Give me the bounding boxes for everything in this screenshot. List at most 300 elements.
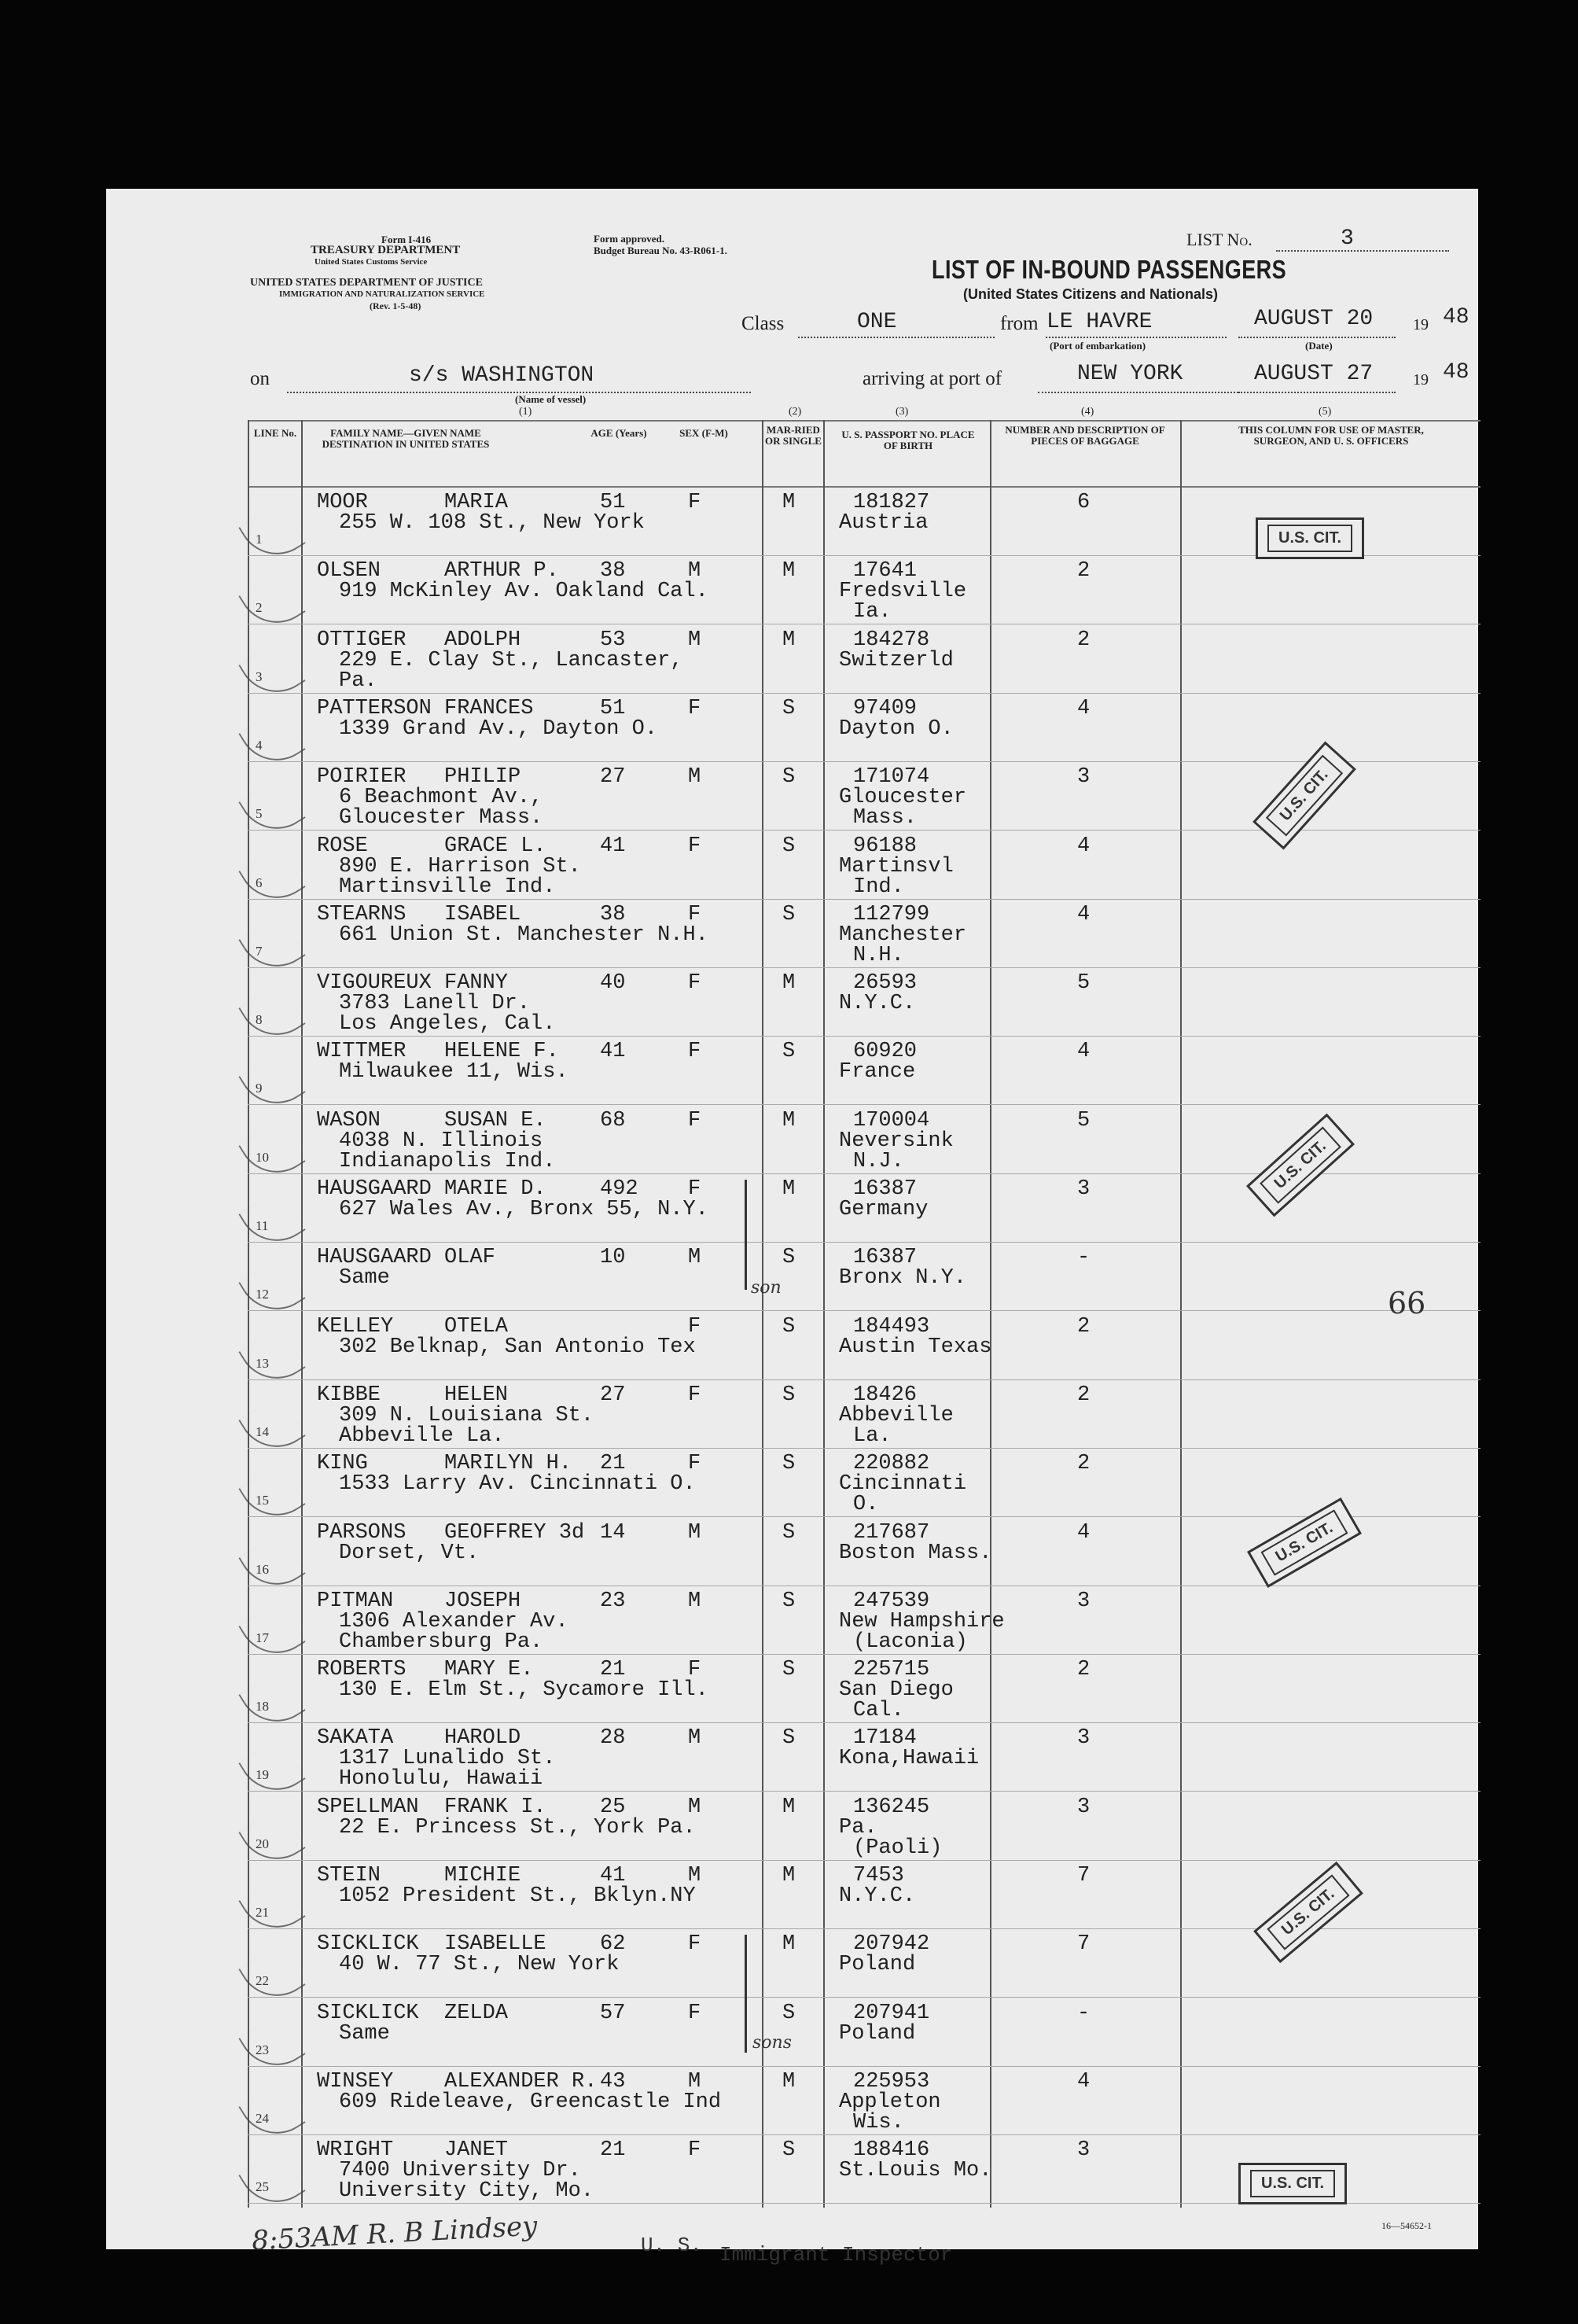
birthplace-line-1: St.Louis Mo. bbox=[839, 2159, 992, 2183]
sex: M bbox=[688, 1795, 701, 1819]
family-name: WRIGHT bbox=[317, 2138, 394, 2163]
passport-number: 247539 bbox=[853, 1589, 930, 1613]
birthplace-line-2: Mass. bbox=[853, 806, 918, 831]
age: 62 bbox=[600, 1932, 626, 1957]
column-number: (4) bbox=[1081, 406, 1094, 418]
address-line-1: 609 Rideleave, Greencastle Ind bbox=[339, 2090, 722, 2114]
address-line-1: Same bbox=[339, 2021, 390, 2046]
birthplace-line-1: Poland bbox=[839, 2021, 916, 2046]
sex: F bbox=[688, 1383, 701, 1407]
bracket-note-son: son bbox=[751, 1278, 782, 1298]
birthplace-line-1: Austria bbox=[839, 511, 929, 535]
passport-number: 96188 bbox=[853, 834, 918, 858]
form-code: 16—54652-1 bbox=[1381, 2220, 1432, 2231]
age: 51 bbox=[600, 491, 626, 514]
address-line-1: 919 McKinley Av. Oakland Cal. bbox=[339, 580, 708, 604]
given-name: SUSAN E. bbox=[444, 1108, 546, 1133]
age: 40 bbox=[600, 971, 626, 996]
sex: M bbox=[688, 2069, 701, 2094]
birthplace-line-2: (Laconia) bbox=[853, 1630, 968, 1654]
table-row bbox=[248, 1792, 1481, 1861]
age: 38 bbox=[600, 559, 626, 584]
arrival-port-underline bbox=[1038, 392, 1238, 393]
marital-status: S bbox=[782, 834, 796, 858]
age: 41 bbox=[600, 834, 626, 858]
birthplace-line-1: Manchester bbox=[839, 923, 967, 947]
arrival-year: 48 bbox=[1443, 360, 1469, 385]
birthplace-line-1: N.Y.C. bbox=[839, 992, 916, 1016]
age: 51 bbox=[600, 696, 626, 720]
marital-status: M bbox=[782, 628, 796, 652]
family-name: VIGOUREUX bbox=[317, 971, 432, 996]
table-row bbox=[248, 1655, 1481, 1723]
passport-number: 17641 bbox=[853, 559, 918, 584]
table-row bbox=[248, 1998, 1481, 2067]
passport-number: 225953 bbox=[853, 2069, 930, 2094]
marital-status: S bbox=[782, 1520, 796, 1545]
birthplace-line-2: N.H. bbox=[853, 943, 904, 967]
table-row bbox=[248, 1037, 1481, 1105]
marital-status: S bbox=[782, 2001, 796, 2025]
birthplace-line-1: Gloucester bbox=[839, 786, 967, 810]
treasury-department: TREASURY DEPARTMENT bbox=[311, 244, 461, 256]
line-number: 9 bbox=[256, 1081, 263, 1096]
line-number: 19 bbox=[256, 1767, 269, 1783]
marital-status: S bbox=[782, 902, 796, 926]
table-row bbox=[248, 1243, 1481, 1311]
birthplace-line-1: Dayton O. bbox=[839, 716, 954, 741]
baggage-count: 4 bbox=[1077, 1520, 1091, 1545]
sex: F bbox=[688, 902, 701, 926]
given-name: JANET bbox=[444, 2138, 509, 2163]
marital-status: M bbox=[782, 1108, 796, 1133]
sex: M bbox=[688, 1726, 701, 1751]
address-line-1: 4038 N. Illinois bbox=[339, 1129, 543, 1153]
birthplace-line-1: Boston Mass. bbox=[839, 1541, 992, 1565]
from-underline bbox=[1046, 337, 1227, 338]
given-name: HAROLD bbox=[444, 1726, 521, 1751]
sex: M bbox=[688, 765, 701, 790]
form-approved: Form approved. bbox=[594, 233, 665, 245]
given-name: GRACE L. bbox=[444, 834, 546, 858]
given-name: ISABEL bbox=[444, 902, 521, 926]
us-citizen-stamp: U.S. CIT. bbox=[1246, 1114, 1355, 1217]
line-number: 11 bbox=[256, 1218, 269, 1233]
list-number: 3 bbox=[1341, 227, 1354, 251]
passport-number: 16387 bbox=[853, 1177, 918, 1201]
baggage-count: - bbox=[1077, 2001, 1091, 2025]
age: 38 bbox=[600, 902, 626, 926]
family-name: STEARNS bbox=[317, 902, 406, 926]
age: 14 bbox=[600, 1520, 626, 1545]
age: 57 bbox=[600, 2001, 626, 2025]
address-line-2: Chambersburg Pa. bbox=[339, 1630, 543, 1654]
address-line-1: 255 W. 108 St., New York bbox=[339, 511, 645, 535]
address-line-1: 1317 Lunalido St. bbox=[339, 1747, 556, 1771]
passport-number: 97409 bbox=[853, 696, 918, 720]
line-number: 14 bbox=[256, 1423, 269, 1439]
line-number: 4 bbox=[256, 737, 263, 753]
address-line-1: 229 E. Clay St., Lancaster, bbox=[339, 648, 683, 672]
given-name: FRANCES bbox=[444, 696, 534, 720]
marital-status: S bbox=[782, 1452, 796, 1476]
address-line-1: 1533 Larry Av. Cincinnati O. bbox=[339, 1472, 696, 1497]
arriving-label: arriving at port of bbox=[863, 368, 1002, 389]
sex: F bbox=[688, 1177, 701, 1201]
given-name: MICHIE bbox=[444, 1864, 521, 1888]
sex: F bbox=[688, 834, 701, 858]
line-number: 12 bbox=[256, 1287, 269, 1302]
passport-number: 184278 bbox=[853, 628, 930, 652]
header-baggage: NUMBER AND DESCRIPTION OF PIECES OF BAGGAGE bbox=[1005, 424, 1165, 447]
age: 28 bbox=[600, 1726, 626, 1751]
age: 41 bbox=[600, 1864, 626, 1888]
age: 53 bbox=[600, 628, 626, 652]
birthplace-line-2: Ind. bbox=[853, 875, 904, 899]
port-of-embarkation: LE HAVRE bbox=[1046, 310, 1153, 334]
baggage-count: 2 bbox=[1077, 1383, 1091, 1407]
given-name: MARILYN H. bbox=[444, 1452, 572, 1476]
sex: F bbox=[688, 2001, 701, 2025]
header-officers: THIS COLUMN FOR USE OF MASTER, SURGEON, AND U. S. OFFICERS bbox=[1238, 424, 1424, 447]
passenger-manifest-sheet bbox=[106, 189, 1478, 2267]
baggage-count: 7 bbox=[1077, 1932, 1091, 1957]
baggage-count: 4 bbox=[1077, 902, 1091, 926]
vessel-caption: (Name of vessel) bbox=[515, 393, 587, 405]
table-row bbox=[248, 1449, 1481, 1517]
line-number: 3 bbox=[256, 668, 263, 684]
baggage-count: 3 bbox=[1077, 1589, 1091, 1613]
marital-status: M bbox=[782, 1932, 796, 1957]
inspector-title: Immigrant Inspector bbox=[719, 2243, 953, 2267]
age: 27 bbox=[600, 765, 626, 790]
customs-service: United States Customs Service bbox=[314, 257, 428, 267]
birthplace-line-1: Neversink bbox=[839, 1129, 954, 1153]
arrival-date: AUGUST 27 bbox=[1254, 362, 1374, 386]
header-married: MAR-RIED OR SINGLE bbox=[765, 424, 822, 447]
line-number: 1 bbox=[256, 532, 263, 547]
passport-number: 18426 bbox=[853, 1383, 918, 1407]
sex: F bbox=[688, 491, 701, 514]
age: 21 bbox=[600, 1658, 626, 1682]
age: 21 bbox=[600, 1452, 626, 1476]
given-name: HELENE F. bbox=[444, 1040, 559, 1064]
given-name: OTELA bbox=[444, 1314, 509, 1339]
given-name: GEOFFREY 3d bbox=[444, 1520, 585, 1545]
address-line-1: 130 E. Elm St., Sycamore Ill. bbox=[339, 1678, 708, 1703]
list-number-label: LIST No. bbox=[1186, 230, 1252, 249]
address-line-2: Indianapolis Ind. bbox=[339, 1149, 556, 1173]
birthplace-line-1: Abbeville bbox=[839, 1403, 954, 1427]
inspector-prefix: U. S. bbox=[641, 2234, 703, 2257]
date1-underline bbox=[1238, 337, 1396, 338]
marital-status: S bbox=[782, 1658, 796, 1682]
us-citizen-stamp: U.S. CIT. bbox=[1247, 1497, 1362, 1588]
line-number: 18 bbox=[256, 1699, 269, 1714]
family-name: PATTERSON bbox=[317, 696, 432, 720]
table-row bbox=[248, 625, 1481, 694]
birthplace-line-1: San Diego bbox=[839, 1678, 954, 1703]
given-name: ISABELLE bbox=[444, 1932, 546, 1957]
given-name: ADOLPH bbox=[444, 628, 521, 652]
marital-status: S bbox=[782, 1314, 796, 1339]
sex: M bbox=[688, 1589, 701, 1613]
family-name: STEIN bbox=[317, 1864, 381, 1888]
family-name: HAUSGAARD bbox=[317, 1177, 432, 1201]
passport-number: 220882 bbox=[853, 1452, 930, 1476]
family-name: WASON bbox=[317, 1108, 381, 1133]
vessel-name: s/s WASHINGTON bbox=[409, 363, 594, 388]
line-number: 13 bbox=[256, 1355, 269, 1371]
address-line-1: Dorset, Vt. bbox=[339, 1541, 480, 1565]
address-line-1: 1339 Grand Av., Dayton O. bbox=[339, 716, 658, 741]
year-prefix-1: 19 bbox=[1413, 316, 1429, 333]
marital-status: M bbox=[782, 2069, 796, 2094]
address-line-2: Gloucester Mass. bbox=[339, 806, 543, 831]
departure-date: AUGUST 20 bbox=[1254, 307, 1374, 331]
marital-status: S bbox=[782, 2138, 796, 2163]
age: 21 bbox=[600, 2138, 626, 2163]
address-line-1: 661 Union St. Manchester N.H. bbox=[339, 923, 708, 947]
baggage-count: 2 bbox=[1077, 1452, 1091, 1476]
sex: M bbox=[688, 628, 701, 652]
birthplace-line-2: N.J. bbox=[853, 1149, 904, 1173]
class-underline bbox=[798, 337, 995, 338]
birthplace-line-2: Wis. bbox=[853, 2110, 904, 2134]
address-line-2: Abbeville La. bbox=[339, 1423, 505, 1448]
birthplace-line-1: Austin Texas bbox=[839, 1335, 992, 1359]
marital-status: M bbox=[782, 971, 796, 996]
header-age: AGE (Years) bbox=[590, 427, 647, 439]
line-number: 5 bbox=[256, 806, 263, 822]
given-name: HELEN bbox=[444, 1383, 509, 1407]
passport-number: 217687 bbox=[853, 1520, 930, 1545]
given-name: FANNY bbox=[444, 971, 509, 996]
port-embark-caption: (Port of embarkation) bbox=[1050, 340, 1146, 352]
birthplace-line-1: Cincinnati bbox=[839, 1472, 967, 1497]
table-row bbox=[248, 1380, 1481, 1449]
sex: F bbox=[688, 1658, 701, 1682]
baggage-count: 3 bbox=[1077, 1177, 1091, 1201]
line-number: 7 bbox=[256, 943, 263, 959]
given-name: MARIE D. bbox=[444, 1177, 546, 1201]
line-number: 10 bbox=[256, 1149, 269, 1165]
birthplace-line-1: France bbox=[839, 1060, 916, 1085]
address-line-1: Same bbox=[339, 1266, 390, 1291]
family-name: ROSE bbox=[317, 834, 368, 858]
marital-status: M bbox=[782, 1864, 796, 1888]
age: 41 bbox=[600, 1040, 626, 1064]
line-number: 22 bbox=[256, 1973, 269, 1989]
birthplace-line-1: Bronx N.Y. bbox=[839, 1266, 967, 1291]
sex: F bbox=[688, 1932, 701, 1957]
sex: M bbox=[688, 559, 701, 584]
column-number: (1) bbox=[519, 406, 532, 418]
line-number: 24 bbox=[256, 2110, 269, 2126]
age: 68 bbox=[600, 1108, 626, 1133]
family-name: SPELLMAN bbox=[317, 1795, 419, 1819]
passport-number: 188416 bbox=[853, 2138, 930, 2163]
address-line-1: 302 Belknap, San Antonio Tex bbox=[339, 1335, 696, 1359]
revision-date: (Rev. 1-5-48) bbox=[370, 300, 421, 311]
budget-bureau: Budget Bureau No. 43-R061-1. bbox=[594, 245, 727, 256]
birthplace-line-2: O. bbox=[853, 1493, 879, 1517]
line-number: 23 bbox=[256, 2042, 269, 2057]
baggage-count: 4 bbox=[1077, 696, 1091, 720]
baggage-count: 2 bbox=[1077, 1314, 1091, 1339]
baggage-count: 3 bbox=[1077, 1795, 1091, 1819]
class-value: ONE bbox=[857, 310, 897, 334]
baggage-count: 7 bbox=[1077, 1864, 1091, 1888]
bracket-line bbox=[745, 1180, 747, 1290]
year-prefix-2: 19 bbox=[1413, 371, 1429, 389]
age: 492 bbox=[600, 1177, 638, 1201]
marital-status: S bbox=[782, 1726, 796, 1751]
address-line-1: 3783 Lanell Dr. bbox=[339, 992, 531, 1016]
address-line-2: Los Angeles, Cal. bbox=[339, 1012, 556, 1037]
line-number: 6 bbox=[256, 875, 263, 890]
page-title: LIST OF IN-BOUND PASSENGERS bbox=[932, 255, 1287, 284]
age: 27 bbox=[600, 1383, 626, 1407]
line-number: 2 bbox=[256, 600, 263, 616]
sex: F bbox=[688, 696, 701, 720]
table-row bbox=[248, 900, 1481, 968]
passport-number: 26593 bbox=[853, 971, 918, 996]
from-label: from bbox=[1000, 313, 1039, 334]
family-name: KIBBE bbox=[317, 1383, 381, 1407]
on-label: on bbox=[250, 368, 270, 389]
address-line-1: Milwaukee 11, Wis. bbox=[339, 1060, 568, 1085]
baggage-count: 4 bbox=[1077, 2069, 1091, 2094]
line-number: 25 bbox=[256, 2179, 269, 2195]
table-row bbox=[248, 1723, 1481, 1792]
marital-status: M bbox=[782, 491, 796, 514]
family-name: HAUSGAARD bbox=[317, 1246, 432, 1270]
departure-year: 48 bbox=[1443, 305, 1469, 330]
marital-status: M bbox=[782, 1795, 796, 1819]
line-number: 21 bbox=[256, 1905, 269, 1920]
family-name: MOOR bbox=[317, 491, 368, 514]
family-name: KING bbox=[317, 1452, 368, 1476]
birthplace-line-2: La. bbox=[853, 1423, 892, 1448]
header-passport: U. S. PASSPORT NO. PLACE OF BIRTH bbox=[841, 429, 975, 451]
table-top-border bbox=[248, 420, 1481, 422]
line-number: 16 bbox=[256, 1561, 269, 1577]
birthplace-line-1: Pa. bbox=[839, 1815, 877, 1840]
us-citizen-stamp: U.S. CIT. bbox=[1238, 2163, 1347, 2204]
marital-status: S bbox=[782, 1589, 796, 1613]
passport-number: 207941 bbox=[853, 2001, 930, 2025]
family-name: KELLEY bbox=[317, 1314, 394, 1339]
birthplace-line-1: Appleton bbox=[839, 2090, 941, 2114]
passport-number: 225715 bbox=[853, 1658, 930, 1682]
marital-status: S bbox=[782, 696, 796, 720]
list-number-underline bbox=[1276, 250, 1449, 252]
marital-status: M bbox=[782, 559, 796, 584]
column-number: (5) bbox=[1319, 406, 1332, 418]
us-citizen-stamp: U.S. CIT. bbox=[1253, 1862, 1363, 1963]
birthplace-line-1: Poland bbox=[839, 1953, 916, 1977]
passport-number: 171074 bbox=[853, 765, 930, 790]
bracket-line bbox=[745, 1935, 747, 2053]
given-name: ALEXANDER R. bbox=[444, 2069, 598, 2094]
inspector-signature: 8:53AM R. B Lindsey bbox=[251, 2210, 539, 2257]
given-name: JOSEPH bbox=[444, 1589, 521, 1613]
marital-status: S bbox=[782, 1383, 796, 1407]
address-line-1: 627 Wales Av., Bronx 55, N.Y. bbox=[339, 1198, 708, 1221]
baggage-count: 6 bbox=[1077, 491, 1091, 514]
passport-number: 136245 bbox=[853, 1795, 930, 1819]
page-subtitle: (United States Citizens and Nationals) bbox=[963, 286, 1219, 302]
sex: F bbox=[688, 1314, 701, 1339]
given-name: FRANK I. bbox=[444, 1795, 546, 1819]
baggage-count: 4 bbox=[1077, 1040, 1091, 1064]
passport-number: 60920 bbox=[853, 1040, 918, 1064]
header-name: FAMILY NAME—GIVEN NAME DESTINATION IN UNITED STATES bbox=[322, 427, 490, 450]
passport-number: 112799 bbox=[853, 902, 930, 926]
address-line-2: University City, Mo. bbox=[339, 2179, 594, 2204]
birthplace-line-2: Ia. bbox=[853, 600, 892, 624]
given-name: MARY E. bbox=[444, 1658, 534, 1682]
address-line-2: Martinsville Ind. bbox=[339, 875, 556, 899]
age: 10 bbox=[600, 1246, 626, 1270]
header-line-no: LINE No. bbox=[253, 427, 297, 439]
bracket-note-sons: sons bbox=[752, 2033, 792, 2053]
sex: F bbox=[688, 2138, 701, 2163]
family-name: OLSEN bbox=[317, 559, 381, 584]
date-caption: (Date) bbox=[1305, 340, 1333, 352]
department-of-justice: UNITED STATES DEPARTMENT OF JUSTICE bbox=[250, 277, 483, 289]
age: 23 bbox=[600, 1589, 626, 1613]
marital-status: S bbox=[782, 1246, 796, 1270]
family-name: WITTMER bbox=[317, 1040, 406, 1064]
address-line-1: 22 E. Princess St., York Pa. bbox=[339, 1815, 696, 1840]
sex: M bbox=[688, 1246, 701, 1270]
table-row bbox=[248, 556, 1481, 624]
birthplace-line-1: Germany bbox=[839, 1198, 929, 1221]
table-row bbox=[248, 2067, 1481, 2135]
header-sex: SEX (F-M) bbox=[679, 427, 728, 439]
class-label: Class bbox=[741, 313, 785, 334]
sex: F bbox=[688, 971, 701, 996]
marital-status: S bbox=[782, 1040, 796, 1064]
baggage-count: 3 bbox=[1077, 765, 1091, 790]
margin-note: 66 bbox=[1388, 1286, 1426, 1320]
family-name: SICKLICK bbox=[317, 1932, 419, 1957]
table-row bbox=[248, 968, 1481, 1037]
family-name: SICKLICK bbox=[317, 2001, 419, 2025]
column-number: (2) bbox=[789, 406, 802, 418]
birthplace-line-1: N.Y.C. bbox=[839, 1884, 916, 1908]
address-line-2: Honolulu, Hawaii bbox=[339, 1767, 543, 1792]
sex: M bbox=[688, 1864, 701, 1888]
column-number: (3) bbox=[896, 406, 909, 418]
family-name: ROBERTS bbox=[317, 1658, 406, 1682]
baggage-count: 3 bbox=[1077, 1726, 1091, 1751]
address-line-1: 40 W. 77 St., New York bbox=[339, 1953, 620, 1977]
baggage-count: 2 bbox=[1077, 1658, 1091, 1682]
birthplace-line-1: New Hampshire bbox=[839, 1609, 1005, 1633]
table-row bbox=[248, 1586, 1481, 1655]
address-line-1: 7400 University Dr. bbox=[339, 2159, 581, 2183]
given-name: ARTHUR P. bbox=[444, 559, 559, 584]
line-number: 17 bbox=[256, 1630, 269, 1645]
family-name: PITMAN bbox=[317, 1589, 394, 1613]
us-citizen-stamp: U.S. CIT. bbox=[1256, 517, 1364, 559]
passport-number: 184493 bbox=[853, 1314, 930, 1339]
age: 25 bbox=[600, 1795, 626, 1819]
us-citizen-stamp: U.S. CIT. bbox=[1252, 741, 1356, 849]
